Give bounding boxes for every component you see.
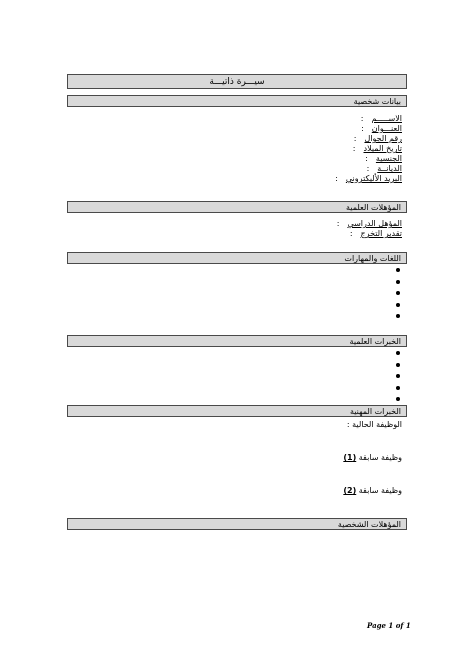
cv-title: سيـــرة ذاتيـــة xyxy=(209,77,265,87)
previous-job-label: وظيفة سابقة xyxy=(358,486,402,495)
section-languages-header xyxy=(67,252,407,264)
section-title: الخبرات العلمية xyxy=(349,337,401,346)
field-label: الاســـــم xyxy=(371,114,402,123)
field-label: الجنسية xyxy=(375,154,402,163)
field-row xyxy=(335,134,402,144)
bullet-point xyxy=(396,397,400,401)
section-title: المؤهلات العلمية xyxy=(346,203,401,212)
field-label: رقم الجوال xyxy=(364,134,402,143)
field-separator: : xyxy=(349,229,353,238)
current-job-line xyxy=(347,420,402,429)
field-separator: : xyxy=(335,174,338,183)
field-separator: : xyxy=(361,124,364,133)
previous-job-number: (1) xyxy=(343,453,357,462)
section-title: اللغات والمهارات xyxy=(344,254,401,263)
previous-job-line xyxy=(343,453,402,462)
previous-job-number: (2) xyxy=(343,486,357,495)
bullet-point xyxy=(396,386,400,390)
bullet-point xyxy=(396,268,400,272)
bullet-point xyxy=(396,280,400,284)
field-separator: : xyxy=(365,154,368,163)
field-row xyxy=(335,164,402,174)
previous-job-line xyxy=(343,486,402,495)
field-label: البريد الأليكتروني xyxy=(345,174,402,183)
field-row xyxy=(337,219,402,229)
cv-title-bar xyxy=(67,74,407,89)
field-label: الديانــة xyxy=(377,164,402,173)
field-label: العنـــوان xyxy=(371,124,402,133)
field-row xyxy=(335,174,402,184)
section-qualifications-header xyxy=(67,201,407,213)
personal-fields xyxy=(335,114,402,184)
bullet-point xyxy=(396,291,400,295)
field-row xyxy=(335,114,402,124)
field-row xyxy=(337,229,402,239)
field-separator: : xyxy=(360,114,364,123)
qualification-fields xyxy=(337,219,402,239)
section-personal-header xyxy=(67,95,407,107)
previous-job-label: وظيفة سابقة xyxy=(358,453,402,462)
field-row xyxy=(335,154,402,164)
field-separator: : xyxy=(352,144,356,153)
bullet-point xyxy=(396,351,400,355)
field-row xyxy=(335,144,402,154)
field-separator: : xyxy=(353,134,357,143)
bullet-point xyxy=(396,314,400,318)
section-scientific-header xyxy=(67,335,407,347)
field-row xyxy=(335,124,402,134)
bullet-point xyxy=(396,303,400,307)
section-title: الخبرات المهنية xyxy=(349,407,401,416)
current-job-label: الوظيفة الحالية : xyxy=(346,420,402,429)
section-title: المؤهلات الشخصية xyxy=(337,520,401,529)
field-separator: : xyxy=(366,164,370,173)
field-label: تقدير التخرج xyxy=(360,229,402,238)
field-separator: : xyxy=(336,219,340,228)
field-label: المؤهل الدراسي xyxy=(347,219,402,228)
bullet-point xyxy=(396,374,400,378)
section-personal-qualities-header xyxy=(67,518,407,530)
field-label: تاريخ الميلاد xyxy=(363,144,402,153)
section-title: بيانات شخصية xyxy=(353,97,401,106)
bullet-point xyxy=(396,363,400,367)
section-professional-header xyxy=(67,405,407,417)
page-number: Page 1 of 1 xyxy=(367,621,411,630)
